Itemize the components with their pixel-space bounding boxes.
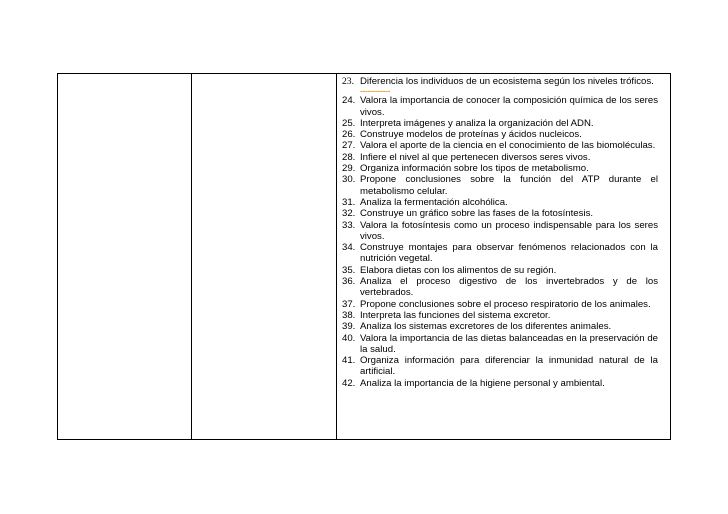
item-text: Interpreta las funciones del sistema excretor. — [360, 309, 551, 321]
item-number: 26. — [342, 129, 356, 141]
item-number: 30. — [342, 174, 356, 186]
item-number: 31. — [342, 196, 356, 208]
list-item — [342, 242, 658, 265]
list-item — [342, 299, 658, 310]
separator-dashes: ------------ — [360, 86, 390, 97]
item-number: 40. — [342, 332, 356, 344]
item-text: Propone conclusiones sobre la función del ATP durante el metabolismo celular. — [360, 174, 658, 197]
achievements-cell — [342, 76, 658, 389]
list-item — [342, 265, 658, 276]
item-number: 29. — [342, 163, 356, 175]
list-item — [342, 321, 658, 332]
list-item — [342, 118, 658, 129]
list-item — [342, 333, 658, 356]
list-item — [342, 76, 658, 87]
list-item — [342, 163, 658, 174]
achievement-list — [342, 76, 658, 87]
item-text: Organiza información sobre los tipos de metabolismo. — [360, 163, 589, 175]
item-number: 32. — [342, 208, 356, 220]
list-item — [342, 208, 658, 219]
item-number: 25. — [342, 117, 356, 129]
item-number: 34. — [342, 242, 356, 254]
item-text: Valora la importancia de las dietas balanceadas en la preservación de la salud. — [360, 332, 658, 355]
column-divider-1 — [191, 74, 192, 439]
list-item — [342, 220, 658, 243]
item-text: Analiza la fermentación alcohólica. — [360, 196, 508, 208]
list-item — [342, 95, 658, 118]
item-text: Construye modelos de proteínas y ácidos nucleicos. — [360, 129, 582, 141]
list-item — [342, 276, 658, 299]
item-text: Elabora dietas con los alimentos de su región. — [360, 264, 557, 276]
item-text: Analiza la importancia de la higiene personal y ambiental. — [360, 377, 605, 389]
item-text: Construye montajes para observar fenómenos relacionados con la nutrición vegetal. — [360, 242, 658, 265]
item-number: 28. — [342, 151, 356, 163]
item-number: 23. — [342, 76, 354, 87]
column-divider-2 — [336, 74, 337, 439]
item-number: 38. — [342, 309, 356, 321]
list-item — [342, 310, 658, 321]
competencies-table — [57, 73, 671, 440]
item-text: Analiza los sistemas excretores de los diferentes animales. — [360, 321, 612, 333]
list-item — [342, 197, 658, 208]
item-text: Construye un gráfico sobre las fases de la fotosíntesis. — [360, 208, 594, 220]
list-item — [342, 129, 658, 140]
item-number: 33. — [342, 219, 356, 231]
item-number: 35. — [342, 264, 356, 276]
list-item — [342, 355, 658, 378]
item-text: Organiza información para diferenciar la inmunidad natural de la artificial. — [360, 355, 658, 378]
achievement-list-continued — [342, 95, 658, 389]
item-text: Infiere el nivel al que pertenecen diversos seres vivos. — [360, 151, 591, 163]
item-number: 42. — [342, 377, 356, 389]
item-text: Valora el aporte de la ciencia en el conocimiento de las biomoléculas. — [360, 140, 656, 152]
item-text: Diferencia los individuos de un ecosistema según los niveles tróficos. — [360, 76, 654, 87]
item-text: Valora la fotosíntesis como un proceso indispensable para los seres vivos. — [360, 219, 658, 242]
item-text: Interpreta imágenes y analiza la organización del ADN. — [360, 117, 594, 129]
item-text: Propone conclusiones sobre el proceso respiratorio de los animales. — [360, 298, 651, 310]
item-text: Valora la importancia de conocer la composición química de los seres vivos. — [360, 95, 658, 118]
list-item — [342, 152, 658, 163]
list-item — [342, 378, 658, 389]
item-text: Analiza el proceso digestivo de los invertebrados y de los vertebrados. — [360, 276, 658, 299]
item-number: 41. — [342, 355, 356, 367]
item-number: 39. — [342, 321, 356, 333]
item-number: 27. — [342, 140, 356, 152]
item-number: 36. — [342, 276, 356, 288]
list-item — [342, 174, 658, 197]
item-number: 37. — [342, 298, 356, 310]
item-number: 24. — [342, 95, 356, 107]
list-item — [342, 140, 658, 151]
